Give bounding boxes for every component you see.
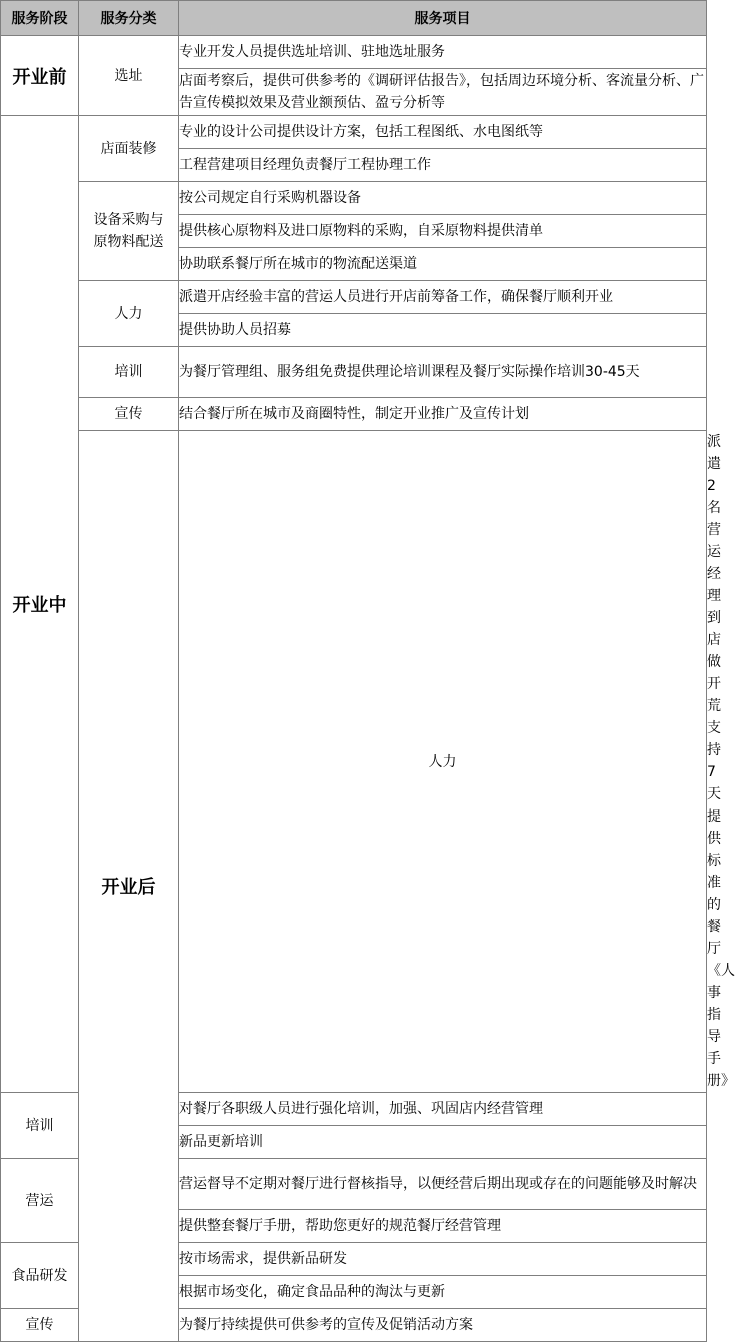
category-site: 选址 <box>79 36 179 116</box>
table-row <box>1 398 707 431</box>
service-item: 工程营建项目经理负责餐厅工程协理工作 <box>179 149 707 182</box>
stage-after: 开业后 <box>79 431 179 1342</box>
table-row <box>1 347 707 398</box>
service-item: 结合餐厅所在城市及商圈特性，制定开业推广及宣传计划 <box>179 398 707 431</box>
category-decoration: 店面装修 <box>79 116 179 182</box>
stage-before: 开业前 <box>1 36 79 116</box>
service-item: 协助联系餐厅所在城市的物流配送渠道 <box>179 248 707 281</box>
category-hr-during: 人力 <box>79 281 179 347</box>
service-item: 专业的设计公司提供设计方案，包括工程图纸、水电图纸等 <box>179 116 707 149</box>
table-row <box>1 281 707 314</box>
service-item: 营运督导不定期对餐厅进行督核指导，以便经营后期出现或存在的问题能够及时解决 <box>179 1159 707 1210</box>
service-item: 为餐厅管理组、服务组免费提供理论培训课程及餐厅实际操作培训30-45天 <box>179 347 707 398</box>
service-item: 按公司规定自行采购机器设备 <box>179 182 707 215</box>
service-item: 提供核心原物料及进口原物料的采购，自采原物料提供清单 <box>179 215 707 248</box>
service-item: 提供协助人员招募 <box>179 314 707 347</box>
service-item: 为餐厅持续提供可供参考的宣传及促销活动方案 <box>179 1309 707 1342</box>
table-row: 提供标准的餐厅《人事指导手册》 <box>707 809 735 1089</box>
category-promo-after: 宣传 <box>1 1309 79 1342</box>
table-row: 开业后 人力 派遣2名营运经理到店做开荒支持7天 <box>1 431 707 806</box>
service-item: 店面考察后，提供可供参考的《调研评估报告》，包括周边环境分析、客流量分析、广告宣传模拟效果及营业额预估、盈亏分析等 <box>179 69 707 116</box>
service-item: 专业开发人员提供选址培训、驻地选址服务 <box>179 36 707 69</box>
header-stage: 服务阶段 <box>1 1 79 36</box>
service-item: 新品更新培训 <box>179 1126 707 1159</box>
header-item: 服务项目 <box>179 1 707 36</box>
category-promo-during: 宣传 <box>79 398 179 431</box>
category-food-rd: 食品研发 <box>1 1243 79 1309</box>
header-row <box>1 1 707 36</box>
service-item: 派遣开店经验丰富的营运人员进行开店前筹备工作，确保餐厅顺利开业 <box>179 281 707 314</box>
category-training-after: 培训 <box>1 1093 79 1159</box>
header-category: 服务分类 <box>79 1 179 36</box>
category-training-during: 培训 <box>79 347 179 398</box>
table-row <box>1 116 707 149</box>
category-operation: 营运 <box>1 1159 79 1243</box>
service-item: 按市场需求，提供新品研发 <box>179 1243 707 1276</box>
table-row <box>1 182 707 215</box>
service-item: 提供整套餐厅手册，帮助您更好的规范餐厅经营管理 <box>179 1210 707 1243</box>
table-row <box>1 36 707 69</box>
category-procurement: 设备采购与原物料配送 <box>79 182 179 281</box>
service-item: 对餐厅各职级人员进行强化培训，加强、巩固店内经营管理 <box>179 1093 707 1126</box>
service-item: 根据市场变化，确定食品品种的淘汰与更新 <box>179 1276 707 1309</box>
stage-during: 开业中 <box>1 116 79 1093</box>
category-hr-after: 人力 <box>179 431 707 1093</box>
